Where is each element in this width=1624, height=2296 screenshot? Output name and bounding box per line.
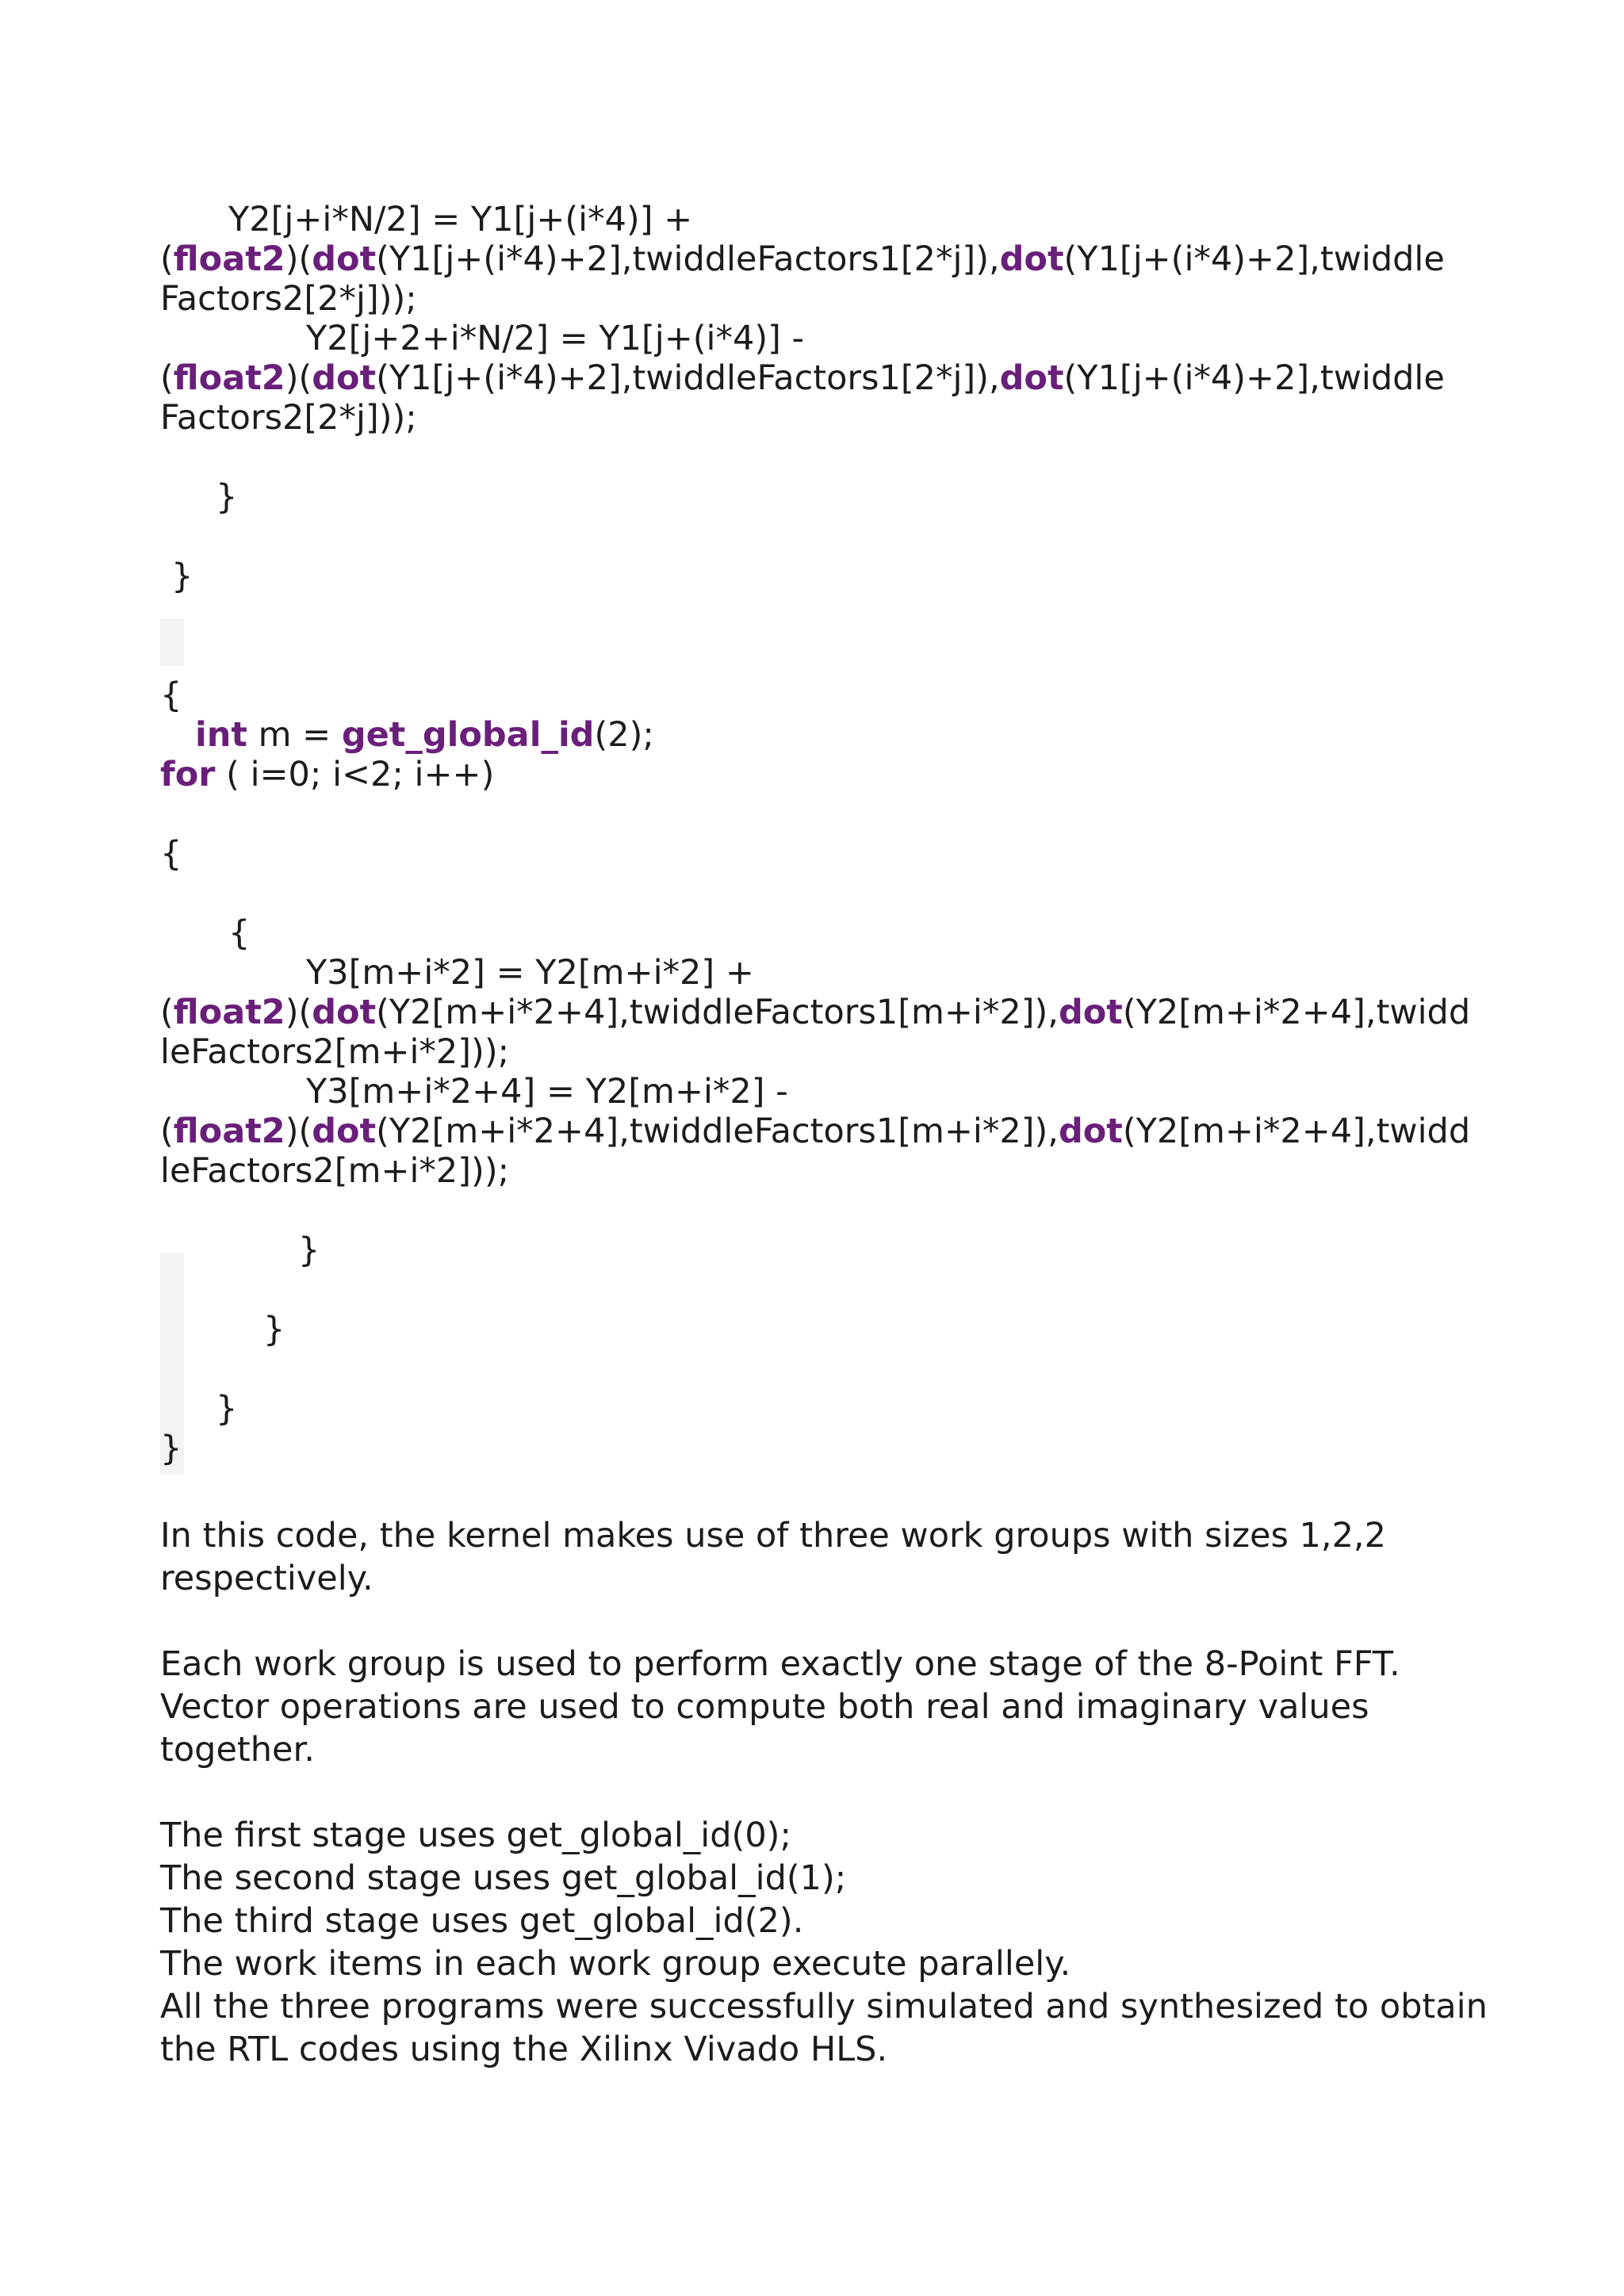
code-text: (Y1[j+(i*4)+2],twiddle <box>1063 239 1445 279</box>
code-line <box>160 834 182 874</box>
code-line <box>160 398 417 438</box>
code-text: (Y1[j+(i*4)+2],twiddle <box>1063 358 1445 398</box>
code-text: (Y1[j+(i*4)+2],twiddleFactors1[2*j]), <box>376 239 1000 279</box>
prose-line: All the three programs were successfully simulated and synthesized to obtain <box>160 1987 1488 2026</box>
code-text: Factors2[2*j])); <box>160 398 417 438</box>
code-line <box>160 1032 509 1072</box>
code-line <box>216 477 237 517</box>
code-keyword: float2 <box>173 1112 285 1151</box>
code-keyword: float2 <box>173 993 285 1032</box>
code-keyword: dot <box>312 993 377 1032</box>
code-text: leFactors2[m+i*2])); <box>160 1032 510 1072</box>
code-line <box>160 358 1445 398</box>
prose-line: Vector operations are used to compute both real and imaginary values <box>160 1687 1369 1727</box>
code-text: Y2[j+i*N/2] = Y1[j+(i*4)] + <box>228 200 693 239</box>
code-keyword: get_global_id <box>341 715 595 755</box>
code-text: } <box>298 1230 320 1270</box>
code-line <box>160 675 182 715</box>
code-text: (Y1[j+(i*4)+2],twiddleFactors1[2*j]), <box>376 358 1000 398</box>
code-keyword: float2 <box>173 239 285 279</box>
code-shade-top <box>160 618 184 666</box>
code-line <box>160 279 417 319</box>
code-line <box>160 1151 509 1191</box>
code-text: { <box>160 834 182 874</box>
code-line <box>306 319 804 358</box>
code-keyword: int <box>195 715 247 755</box>
code-keyword: dot <box>999 358 1064 398</box>
prose-line: Each work group is used to perform exactly one stage of the 8-Point FFT. <box>160 1644 1400 1684</box>
code-keyword: float2 <box>173 358 285 398</box>
code-line <box>263 1310 285 1349</box>
code-text: )( <box>285 239 312 279</box>
code-text: Y3[m+i*2] = Y2[m+i*2] + <box>306 953 754 993</box>
code-line <box>160 239 1445 279</box>
code-text: } <box>160 1429 182 1468</box>
code-text: ( <box>160 358 174 398</box>
prose-line: together. <box>160 1730 315 1770</box>
code-text: ( <box>160 1112 174 1151</box>
code-text: leFactors2[m+i*2])); <box>160 1151 510 1191</box>
code-text: ( <box>160 239 174 279</box>
code-text: } <box>171 557 193 596</box>
code-line <box>160 993 1470 1032</box>
code-text: )( <box>285 1112 312 1151</box>
code-line <box>195 715 654 755</box>
code-text: Factors2[2*j])); <box>160 279 417 319</box>
code-text: (2); <box>594 715 654 755</box>
code-keyword: dot <box>999 239 1064 279</box>
prose-line: In this code, the kernel makes use of three work groups with sizes 1,2,2 <box>160 1516 1386 1556</box>
code-text: } <box>216 1389 238 1429</box>
code-keyword: dot <box>1058 993 1123 1032</box>
code-text: m = <box>247 715 342 755</box>
code-text: } <box>263 1310 285 1349</box>
prose-line: The third stage uses get_global_id(2). <box>160 1901 804 1941</box>
code-text: } <box>216 477 238 517</box>
code-text: Y2[j+2+i*N/2] = Y1[j+(i*4)] - <box>306 319 805 358</box>
code-text: )( <box>285 993 312 1032</box>
code-line <box>228 913 250 953</box>
code-line <box>216 1389 237 1429</box>
prose-line: The second stage uses get_global_id(1); <box>160 1858 847 1898</box>
code-line <box>306 1072 788 1112</box>
prose-line: The first stage uses get_global_id(0); <box>160 1816 791 1855</box>
code-text: ( i=0; i<2; i++) <box>215 755 495 794</box>
code-text: (Y2[m+i*2+4],twiddleFactors1[m+i*2]), <box>376 993 1059 1032</box>
code-text: (Y2[m+i*2+4],twiddleFactors1[m+i*2]), <box>376 1112 1059 1151</box>
code-line <box>160 755 494 794</box>
code-text: (Y2[m+i*2+4],twidd <box>1122 993 1471 1032</box>
code-line <box>160 1112 1470 1151</box>
code-text: { <box>228 913 251 953</box>
code-line <box>228 200 692 239</box>
prose-line: respectively. <box>160 1559 373 1598</box>
code-text: ( <box>160 993 174 1032</box>
code-text: Y3[m+i*2+4] = Y2[m+i*2] - <box>306 1072 788 1112</box>
code-line <box>306 953 754 993</box>
code-text: )( <box>285 358 312 398</box>
code-keyword: for <box>160 755 216 794</box>
code-text: { <box>160 675 182 715</box>
code-line <box>171 557 193 596</box>
code-line <box>298 1230 320 1270</box>
code-keyword: dot <box>312 239 377 279</box>
prose-line: the RTL codes using the Xilinx Vivado HLS. <box>160 2030 888 2069</box>
prose-line: The work items in each work group execute parallely. <box>160 1944 1071 1984</box>
code-keyword: dot <box>312 1112 377 1151</box>
code-keyword: dot <box>312 358 377 398</box>
code-keyword: dot <box>1058 1112 1123 1151</box>
code-line <box>160 1429 182 1468</box>
code-text: (Y2[m+i*2+4],twidd <box>1122 1112 1471 1151</box>
